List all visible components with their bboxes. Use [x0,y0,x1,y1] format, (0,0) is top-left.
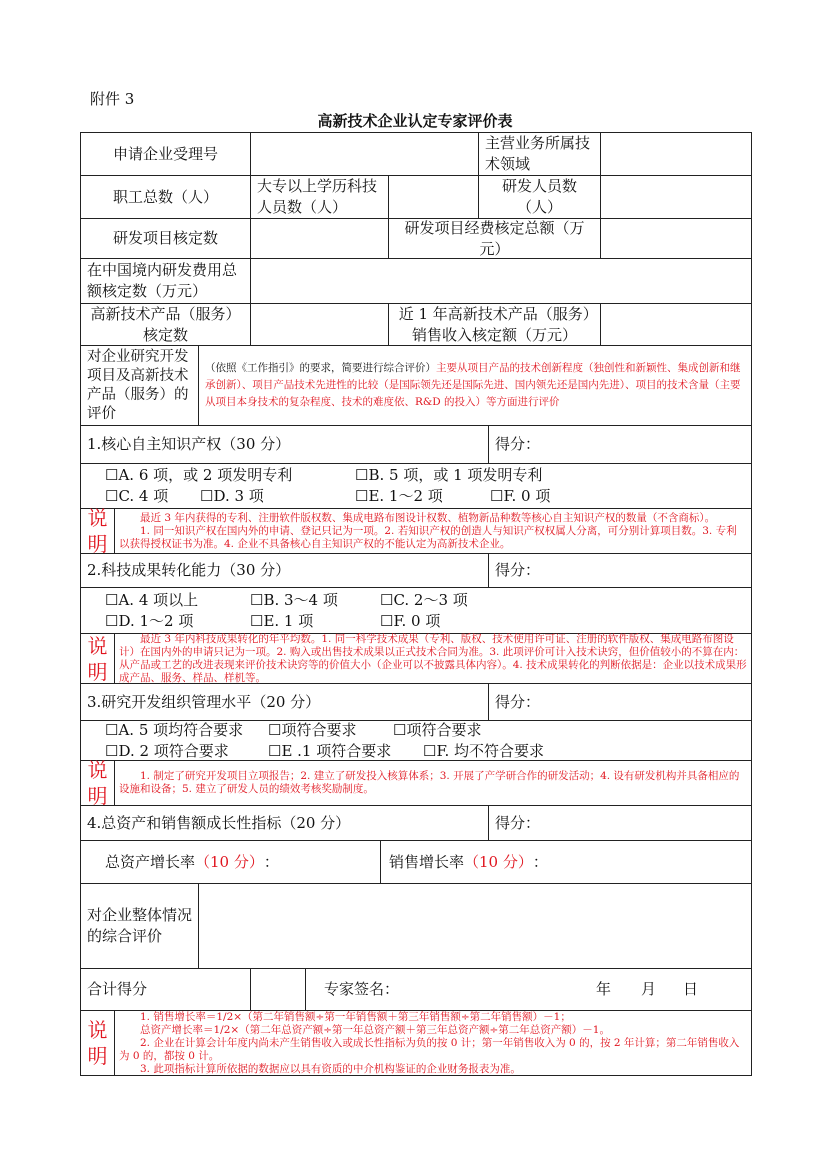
final-notes: 1. 销售增长率＝1/2×（第二年销售额÷第一年销售额＋第三年销售额÷第二年销售额）－1； 总资产增长率＝1/2×（第二年总资产额÷第一年总资产额＋第三年总资产额÷第二年总资产额）－1。 2. 企业在计算会计年度内尚未产生销售收入或成长性指标为负的按 0 计；第一年销售收入为 0 的，按 2 年计算；第二年销售收入为 0 的，都按 0 计。 3. 此项指标计算所依据的数据应以具有资质的中介机构鉴证的企业财务报表为准。 [114,1010,752,1076]
section-1-options [80,463,752,509]
note-label: 说 明 [80,633,115,684]
rd-fund-input[interactable] [600,218,752,259]
tech-field-label: 主营业务所属技术领域 [478,132,601,176]
note-label: 说 明 [80,1010,115,1076]
section-3-title: 3.研究开发组织管理水平（20 分） [80,683,489,721]
option-1d[interactable]: ☐D. 3 项 [200,487,264,505]
college-staff-input[interactable] [388,175,479,219]
staff-total-label: 职工总数（人） [80,175,251,219]
option-3b[interactable]: ☐项符合要求 [268,720,357,739]
section-2-options [80,587,752,634]
option-3c[interactable]: ☐项符合要求 [393,720,482,739]
section-3-score[interactable]: 得分： [488,683,752,721]
sales-growth[interactable]: 销售增长率 （10 分） ： [380,840,752,884]
option-2c[interactable]: ☐C. 2～3 项 [380,590,468,609]
note-label: 说 明 [80,508,115,554]
option-3a[interactable]: ☐A. 5 项均符合要求 [105,720,244,739]
eval-guidance: 主要从项目产品的技术创新程度（独创性和新颖性、集成创新和继承创新）、项目产品技术先进性的比较（是国际领先还是国际先进、国内领先还是国内先进）、项目的技术含量（主要从项目本身技术的复杂程度、技术的难度依、R&D 的投入）等方面进行评价 [205,362,741,408]
accept-no-input[interactable] [250,132,479,176]
section-1-notes: 最近 3 年内获得的专利、注册软件版权数、集成电路布图设计权数、植物新品种数等核心自主知识产权的数量（不含商标）。 1. 同一知识产权在国内外的申请、登记只记为一项。2. 若知识产权的创造人与知识产权权属人分离，可分别计算项目数。3. 专利以获得授权证书为准。4. 企业不具备核心自主知识产权的不能认定为高新技术企业。 [114,508,752,554]
section-2-score[interactable]: 得分： [488,553,752,588]
sales-label: 近 1 年高新技术产品（服务）销售收入核定额（万元） [388,303,601,346]
attachment-label: 附件 3 [90,90,135,108]
option-1b[interactable]: ☐B. 5 项，或 1 项发明专利 [355,466,543,484]
section-1-score[interactable]: 得分： [488,425,752,464]
rd-domestic-input[interactable] [250,258,752,304]
option-2a[interactable]: ☐A. 4 项以上 [105,590,199,609]
section-3-options [80,720,752,761]
overall-input[interactable] [198,883,752,969]
accept-no-label: 申请企业受理号 [80,132,251,176]
option-1a[interactable]: ☐A. 6 项，或 2 项发明专利 [105,466,293,484]
rd-domestic-label: 在中国境内研发费用总额核定数（万元） [80,258,251,304]
form-title: 高新技术企业认定专家评价表 [317,112,513,130]
section-4-score[interactable]: 得分： [488,805,752,841]
option-2f[interactable]: ☐F. 0 项 [380,611,441,630]
asset-growth[interactable]: 总资产增长率 （10 分） ： [80,840,381,884]
products-label: 高新技术产品（服务）核定数 [80,303,251,346]
eval-label: 对企业研究开发项目及高新技术产品（服务）的评价 [80,345,199,426]
products-input[interactable] [250,303,389,346]
option-2d[interactable]: ☐D. 1～2 项 [105,611,194,630]
section-4-title: 4.总资产和销售额成长性指标（20 分） [80,805,489,841]
section-2-title: 2.科技成果转化能力（30 分） [80,553,489,588]
rd-staff-label: 研发人员数（人） [478,175,601,219]
eval-instruction: （依照《工作指引》的要求，简要进行综合评价） [205,362,436,374]
signature-field[interactable]: 专家签名： 年 月 日 [305,968,752,1011]
rd-projects-input[interactable] [250,218,389,259]
overall-label: 对企业整体情况的综合评价 [80,883,199,969]
college-staff-label: 大专以上学历科技人员数（人） [250,175,389,219]
eval-text[interactable] [198,345,752,426]
option-1f[interactable]: ☐F. 0 项 [490,487,551,505]
rd-fund-label: 研发项目经费核定总额（万元） [388,218,601,259]
option-3d[interactable]: ☐D. 2 项符合要求 [105,741,229,760]
rd-projects-label: 研发项目核定数 [80,218,251,259]
section-2-notes: 最近 3 年内科技成果转化的年平均数。1. 同一科学技术成果（专利、版权、技术使用许可证、注册的软件版权、集成电路布图设计）在国内外的申请只记为一项。2. 购入或出售技术成果以正式技术合同为准。3. 此项评价可计入技术诀窍，但价值较小的不算在内：从产品或工艺的改进表现来评价技术诀窍等的价值大小（企业可以不披露具体内容）。4. 技术成果转化的判断依据是：企业以技术成果形成产品、服务、样品、样机等。 [114,633,752,684]
option-2b[interactable]: ☐B. 3～4 项 [250,590,338,609]
sales-input[interactable] [600,303,752,346]
option-2e[interactable]: ☐E. 1 项 [250,611,314,630]
section-1-title: 1.核心自主知识产权（30 分） [80,425,489,464]
option-1e[interactable]: ☐E. 1～2 项 [355,487,443,505]
rd-staff-input[interactable] [600,175,752,219]
option-1c[interactable]: ☐C. 4 项 [105,487,169,505]
total-input[interactable] [250,968,306,1011]
option-3e[interactable]: ☐E .1 项符合要求 [268,741,392,760]
option-3f[interactable]: ☐F. 均不符合要求 [423,741,545,760]
total-label: 合计得分 [80,968,251,1011]
note-label: 说 明 [80,760,115,806]
section-3-notes: 1. 制定了研究开发项目立项报告；2. 建立了研发投入核算体系；3. 开展了产学研合作的研发活动；4. 设有研发机构并具备相应的设施和设备；5. 建立了研发人员的绩效考核奖励制度。 [114,760,752,806]
tech-field-input[interactable] [600,132,752,176]
